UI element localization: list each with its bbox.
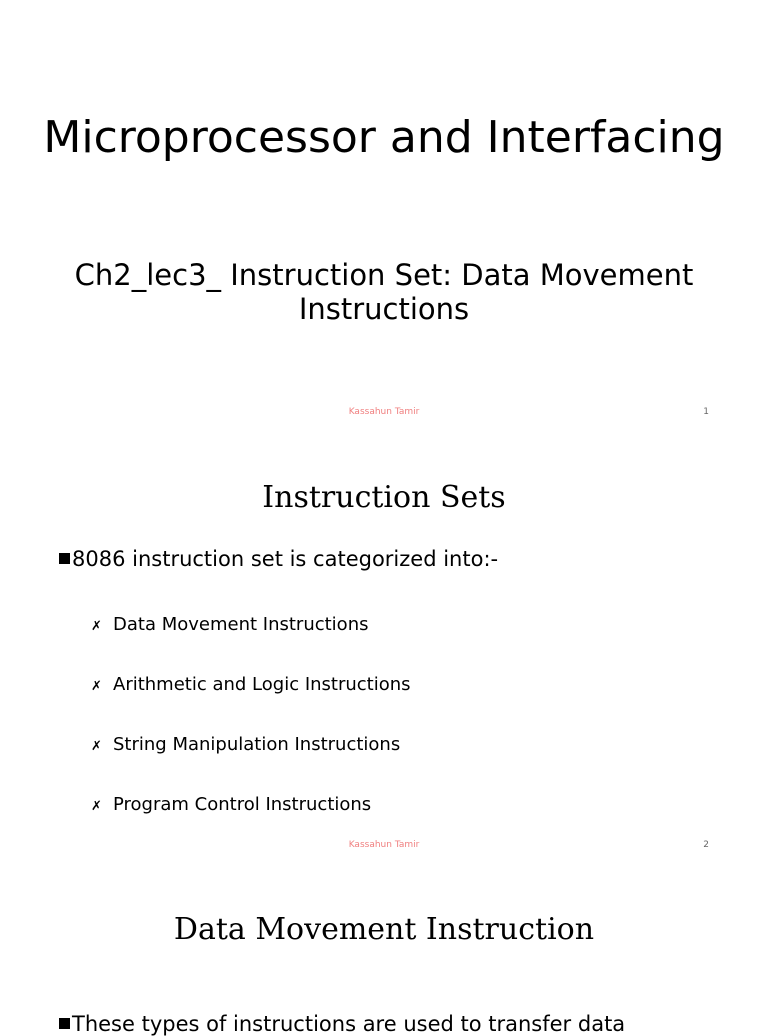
slide-2	[0, 432, 768, 864]
slide-heading: Instruction Sets	[262, 480, 506, 515]
main-bullet	[59, 547, 498, 571]
slide-subtitle: Ch2_lec3_ Instruction Set: Data Movement Instructions	[74, 258, 694, 326]
footer-author: Kassahun Tamir	[348, 840, 420, 850]
cross-mark-icon: ✗	[91, 679, 102, 694]
cross-mark-icon: ✗	[91, 619, 102, 634]
slide-3	[0, 864, 768, 1036]
cross-mark-icon: ✗	[91, 739, 102, 754]
list-item: ✗ Data Movement Instructions	[91, 614, 369, 635]
partial-bullet-text: These types of instructions are used to transfer data	[72, 1012, 626, 1036]
footer-author: Kassahun Tamir	[348, 407, 420, 417]
list-item: ✗ Program Control Instructions	[91, 794, 372, 815]
slide-title: Microprocessor and Interfacing	[43, 112, 725, 163]
cross-mark-icon: ✗	[91, 799, 102, 814]
main-bullet-text: 8086 instruction set is categorized into:-	[72, 547, 499, 571]
sub-bullet-list	[91, 614, 411, 854]
slide-heading: Data Movement Instruction	[173, 912, 595, 947]
slide-number: 1	[703, 407, 709, 417]
list-item: ✗ String Manipulation Instructions	[91, 734, 401, 755]
list-item: ✗ Arithmetic and Logic Instructions	[91, 674, 411, 695]
square-bullet-icon	[59, 553, 70, 564]
slide-1	[0, 0, 768, 432]
partial-bullet	[59, 1012, 625, 1036]
slide-number: 2	[703, 840, 709, 850]
